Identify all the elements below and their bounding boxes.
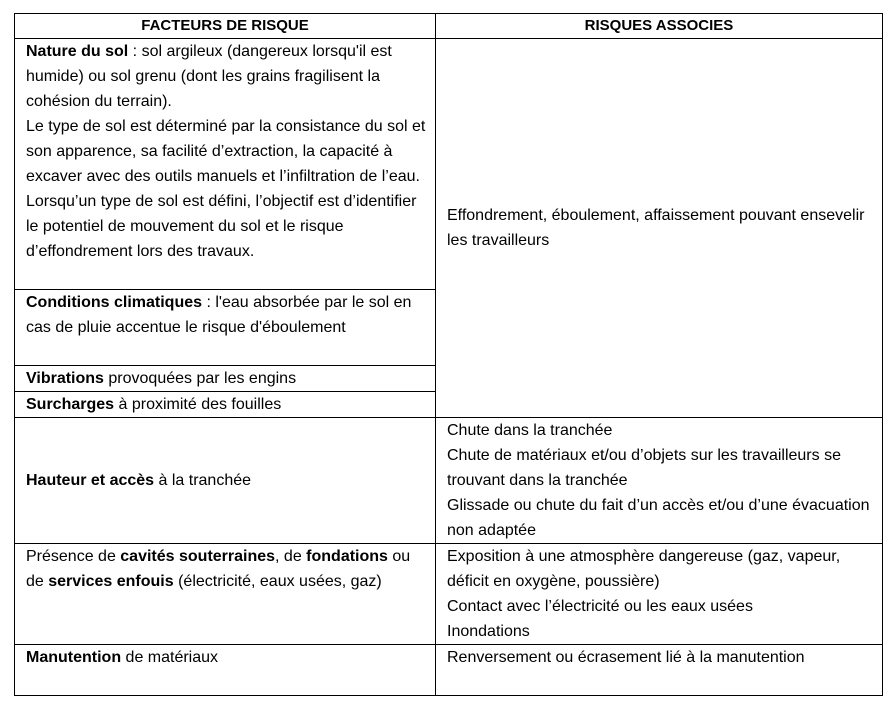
table-row-manutention	[15, 645, 883, 696]
table-row-hauteur-acces	[15, 418, 883, 544]
risk-hauteur-acces	[436, 418, 883, 544]
factor-vibrations-desc: provoquées par les engins	[103, 370, 297, 387]
risk-cavites-item-2: Contact avec l’électricité ou les eaux usées	[447, 598, 753, 615]
factor-hauteur-acces	[15, 418, 436, 544]
risk-table	[14, 13, 883, 696]
factor-hauteur-desc: à la tranchée	[154, 472, 252, 489]
risk-hauteur-item-2: Chute de matériaux et/ou d’objets sur les travailleurs se trouvant dans la tranchée	[447, 447, 841, 489]
risk-sol-effondrement: Effondrement, éboulement, affaissement pouvant ensevelir les travailleurs	[436, 39, 883, 418]
factor-vibrations-title: Vibrations	[26, 370, 104, 387]
factor-nature-du-sol-title: Nature du sol	[26, 43, 129, 60]
factor-cavites-bold-1: cavités souterraines	[120, 548, 276, 565]
risk-cavites	[436, 544, 883, 645]
factor-cavites-text-4: (électricité, eaux usées, gaz)	[173, 573, 382, 590]
factor-cavites-bold-2: fondations	[306, 548, 388, 565]
risk-hauteur-item-3: Glissade ou chute du fait d’un accès et/ou d’une évacuation non adaptée	[447, 497, 870, 539]
table-header-row	[15, 14, 883, 39]
factor-manutention-title: Manutention	[26, 649, 122, 666]
factor-vibrations	[15, 366, 436, 392]
table-row-nature-du-sol	[15, 39, 883, 290]
risk-cavites-item-3: Inondations	[447, 623, 530, 640]
factor-nature-du-sol-desc: : sol argileux (dangereux lorsqu'il est humide) ou sol grenu (dont les grains fragilisent la cohésion du terrain).	[26, 43, 392, 110]
factor-nature-du-sol-detail: Le type de sol est déterminé par la consistance du sol et son apparence, sa facilité d’extraction, la capacité à excaver avec des outils manuels et l’infiltration de l’eau. Lorsqu’un type de sol est défini, l’objectif est d’identifier le potentiel de mouvement du sol et le risque d’effondrement lors des travaux.	[26, 118, 426, 260]
factor-hauteur-title: Hauteur et accès	[26, 472, 155, 489]
factor-cavites-text-3: ou de	[26, 548, 411, 590]
factor-nature-du-sol	[15, 39, 436, 290]
factor-cavites	[15, 544, 436, 645]
factor-cavites-bold-3: services enfouis	[48, 573, 174, 590]
risk-table-container	[14, 13, 883, 696]
factor-surcharges-desc: à proximité des fouilles	[114, 396, 282, 413]
risk-hauteur-item-1: Chute dans la tranchée	[447, 422, 613, 439]
factor-manutention-desc: de matériaux	[121, 649, 219, 666]
factor-climat-title: Conditions climatiques	[26, 294, 203, 311]
factor-surcharges	[15, 392, 436, 418]
header-associated-risks: RISQUES ASSOCIES	[436, 14, 883, 39]
factor-climat-desc: : l'eau absorbée par le sol en cas de pluie accentue le risque d'éboulement	[26, 294, 412, 336]
factor-cavites-text-1: Présence de	[26, 548, 121, 565]
risk-manutention: Renversement ou écrasement lié à la manutention	[436, 645, 883, 696]
factor-surcharges-title: Surcharges	[26, 396, 115, 413]
factor-manutention	[15, 645, 436, 696]
factor-cavites-text-2: , de	[275, 548, 307, 565]
risk-cavites-item-1: Exposition à une atmosphère dangereuse (gaz, vapeur, déficit en oxygène, poussière)	[447, 548, 841, 590]
header-risk-factors: FACTEURS DE RISQUE	[15, 14, 436, 39]
factor-conditions-climatiques	[15, 290, 436, 366]
table-row-cavites	[15, 544, 883, 645]
